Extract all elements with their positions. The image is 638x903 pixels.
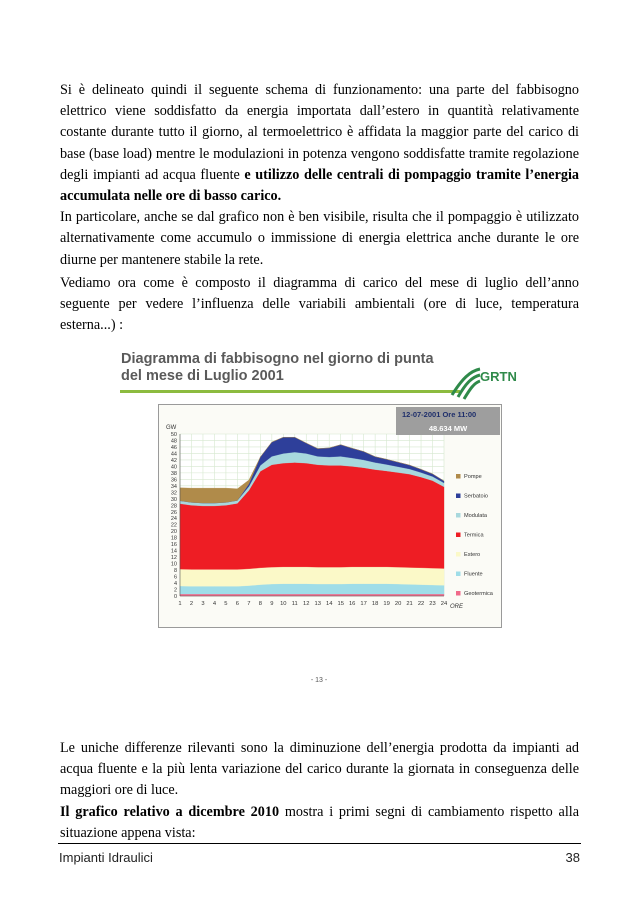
x-tick-label: 11 [291,601,298,607]
legend-swatch [456,552,461,557]
logo-text: GRTN [480,369,517,384]
x-tick-label: 5 [224,601,228,607]
y-tick-label: 10 [170,561,177,568]
x-tick-label: 20 [394,601,402,607]
y-tick-label: 40 [170,464,177,471]
bold-text: e utilizzo delle centrali di [244,166,400,183]
text-line: costante durante tutto il giorno, al termoelettrico è affidata la maggior parte del [60,124,524,141]
x-tick-label: 9 [270,601,274,607]
y-tick-label: 20 [170,529,177,536]
y-tick-label: 4 [173,581,177,588]
legend-swatch [456,572,461,577]
x-tick-label: 3 [201,601,205,607]
page-number: 38 [565,850,580,865]
legend-swatch [456,494,461,499]
y-tick-label: 24 [170,516,177,523]
legend-label: Estero [464,552,481,558]
y-axis-label: GW [166,425,177,431]
footer-rule [58,843,581,844]
x-tick-label: 16 [348,601,356,607]
x-tick-label: 14 [325,601,333,607]
y-tick-label: 36 [170,477,177,484]
y-tick-label: 30 [170,496,177,503]
text-line: tramite regolazione degli impianti ad acqua fluente [60,145,580,183]
text-line: Vediamo ora come è composto il diagramma di carico del mese di luglio dell’anno [60,275,579,291]
y-tick-label: 42 [170,457,177,464]
load-diagram-figure [112,343,526,696]
y-tick-label: 8 [173,568,177,575]
x-tick-label: 21 [406,601,413,607]
y-tick-label: 2 [173,587,177,594]
legend-label: Geotermica [464,591,493,597]
legend-swatch [456,591,461,596]
legend-label: Termica [464,532,484,539]
y-tick-label: 50 [170,432,177,438]
legend-label: Serbatoio [464,493,488,500]
paragraph-july-diagram-intro [60,273,579,337]
x-tick-label: 1 [178,601,182,607]
x-axis-label: ORE [450,604,464,610]
legend-label: Modulata [464,513,488,519]
peak-power: 48.634 MW [428,424,468,433]
y-tick-label: 16 [170,542,177,549]
y-tick-label: 44 [170,451,177,458]
figure-title-line2: del mese di Luglio 2001 [121,368,284,384]
paragraph-operating-scheme [60,80,579,271]
x-tick-label: 23 [429,601,436,607]
text-line: durante le ore diurne per mantenere stabile la rete. [60,230,579,268]
bold-text: pompaggio tramite l’energia accumulata nelle ore di basso carico. [60,166,580,205]
y-tick-label: 28 [170,503,177,510]
text-line: In particolare, anche se dal grafico non è ben visibile, risulta che il pompaggio è [60,209,523,226]
bold-text: Il grafico relativo a dicembre 2010 [60,803,280,820]
figure-title-line1: Diagramma di fabbisogno nel giorno di punta [121,351,434,367]
area-estero [180,567,444,586]
x-tick-label: 7 [247,601,251,607]
x-tick-label: 15 [337,601,344,607]
x-tick-label: 2 [189,601,194,607]
x-tick-label: 10 [280,601,287,607]
x-tick-label: 6 [235,601,240,607]
paragraph-differences [60,738,579,844]
text-line: Si è delineato quindi il seguente schema di funzionamento: una parte del fabbisogno [60,82,579,98]
y-tick-label: 0 [173,594,177,600]
x-tick-label: 22 [417,601,425,607]
x-tick-label: 4 [212,601,217,607]
y-tick-label: 18 [170,535,177,542]
x-tick-label: 19 [383,601,390,607]
title-rule [120,390,460,393]
text-line: alla situazione appena vista: [60,803,579,841]
legend-swatch [456,474,461,479]
text-line: ad acqua fluente e la più lenta variazione del carico durante la giornata in [60,740,580,778]
legend-swatch [456,533,461,538]
stacked-area-chart [158,404,500,626]
y-tick-label: 38 [170,470,177,477]
x-tick-label: 13 [314,601,321,607]
y-tick-label: 12 [170,555,177,562]
x-tick-label: 24 [440,601,448,607]
y-tick-label: 6 [173,574,177,581]
text-line: conseguenza delle maggiori ore di luce. [60,761,580,799]
footer-title: Impianti Idraulici [59,850,153,865]
legend-swatch [456,513,461,518]
x-tick-label: 18 [371,601,379,607]
x-tick-label: 8 [258,601,262,607]
y-tick-label: 48 [170,438,177,445]
peak-date-time: 12-07-2001 Ore 11:00 [402,410,477,419]
y-tick-label: 26 [170,509,177,516]
figure-title [121,351,434,385]
text-line: elettrico viene soddisfatto da energia importata dall’estero in quantità relativamente [60,103,579,120]
x-tick-label: 12 [303,601,310,607]
text-line: carico di base (base load) mentre le modulazioni in potenza vengono soddisfatte [60,124,580,162]
y-tick-label: 32 [170,490,177,497]
y-tick-label: 22 [170,522,177,529]
grtn-logo [450,361,526,401]
text-line: Le uniche differenze rilevanti sono la diminuzione dell’energia prodotta da impianti [60,740,560,756]
text-line: esterna...) : [60,317,124,334]
text-line: mostra i primi segni di cambiamento rispetto [279,803,553,820]
y-tick-label: 34 [170,483,177,490]
text-line: utilizzato alternativamente come accumulo o immissione di energia elettrica anche [60,209,580,247]
legend-label: Pompe [464,474,482,480]
y-tick-label: 46 [170,444,177,451]
peak-info-box [396,407,500,435]
y-tick-label: 14 [170,548,177,555]
figure-page-label: - 13 - [310,677,328,684]
text-line: seguente per vedere l’influenza delle variabili ambientali (ore di luce, temperatura [60,296,579,313]
x-tick-label: 17 [360,601,367,607]
legend-label: Fluente [464,571,483,578]
